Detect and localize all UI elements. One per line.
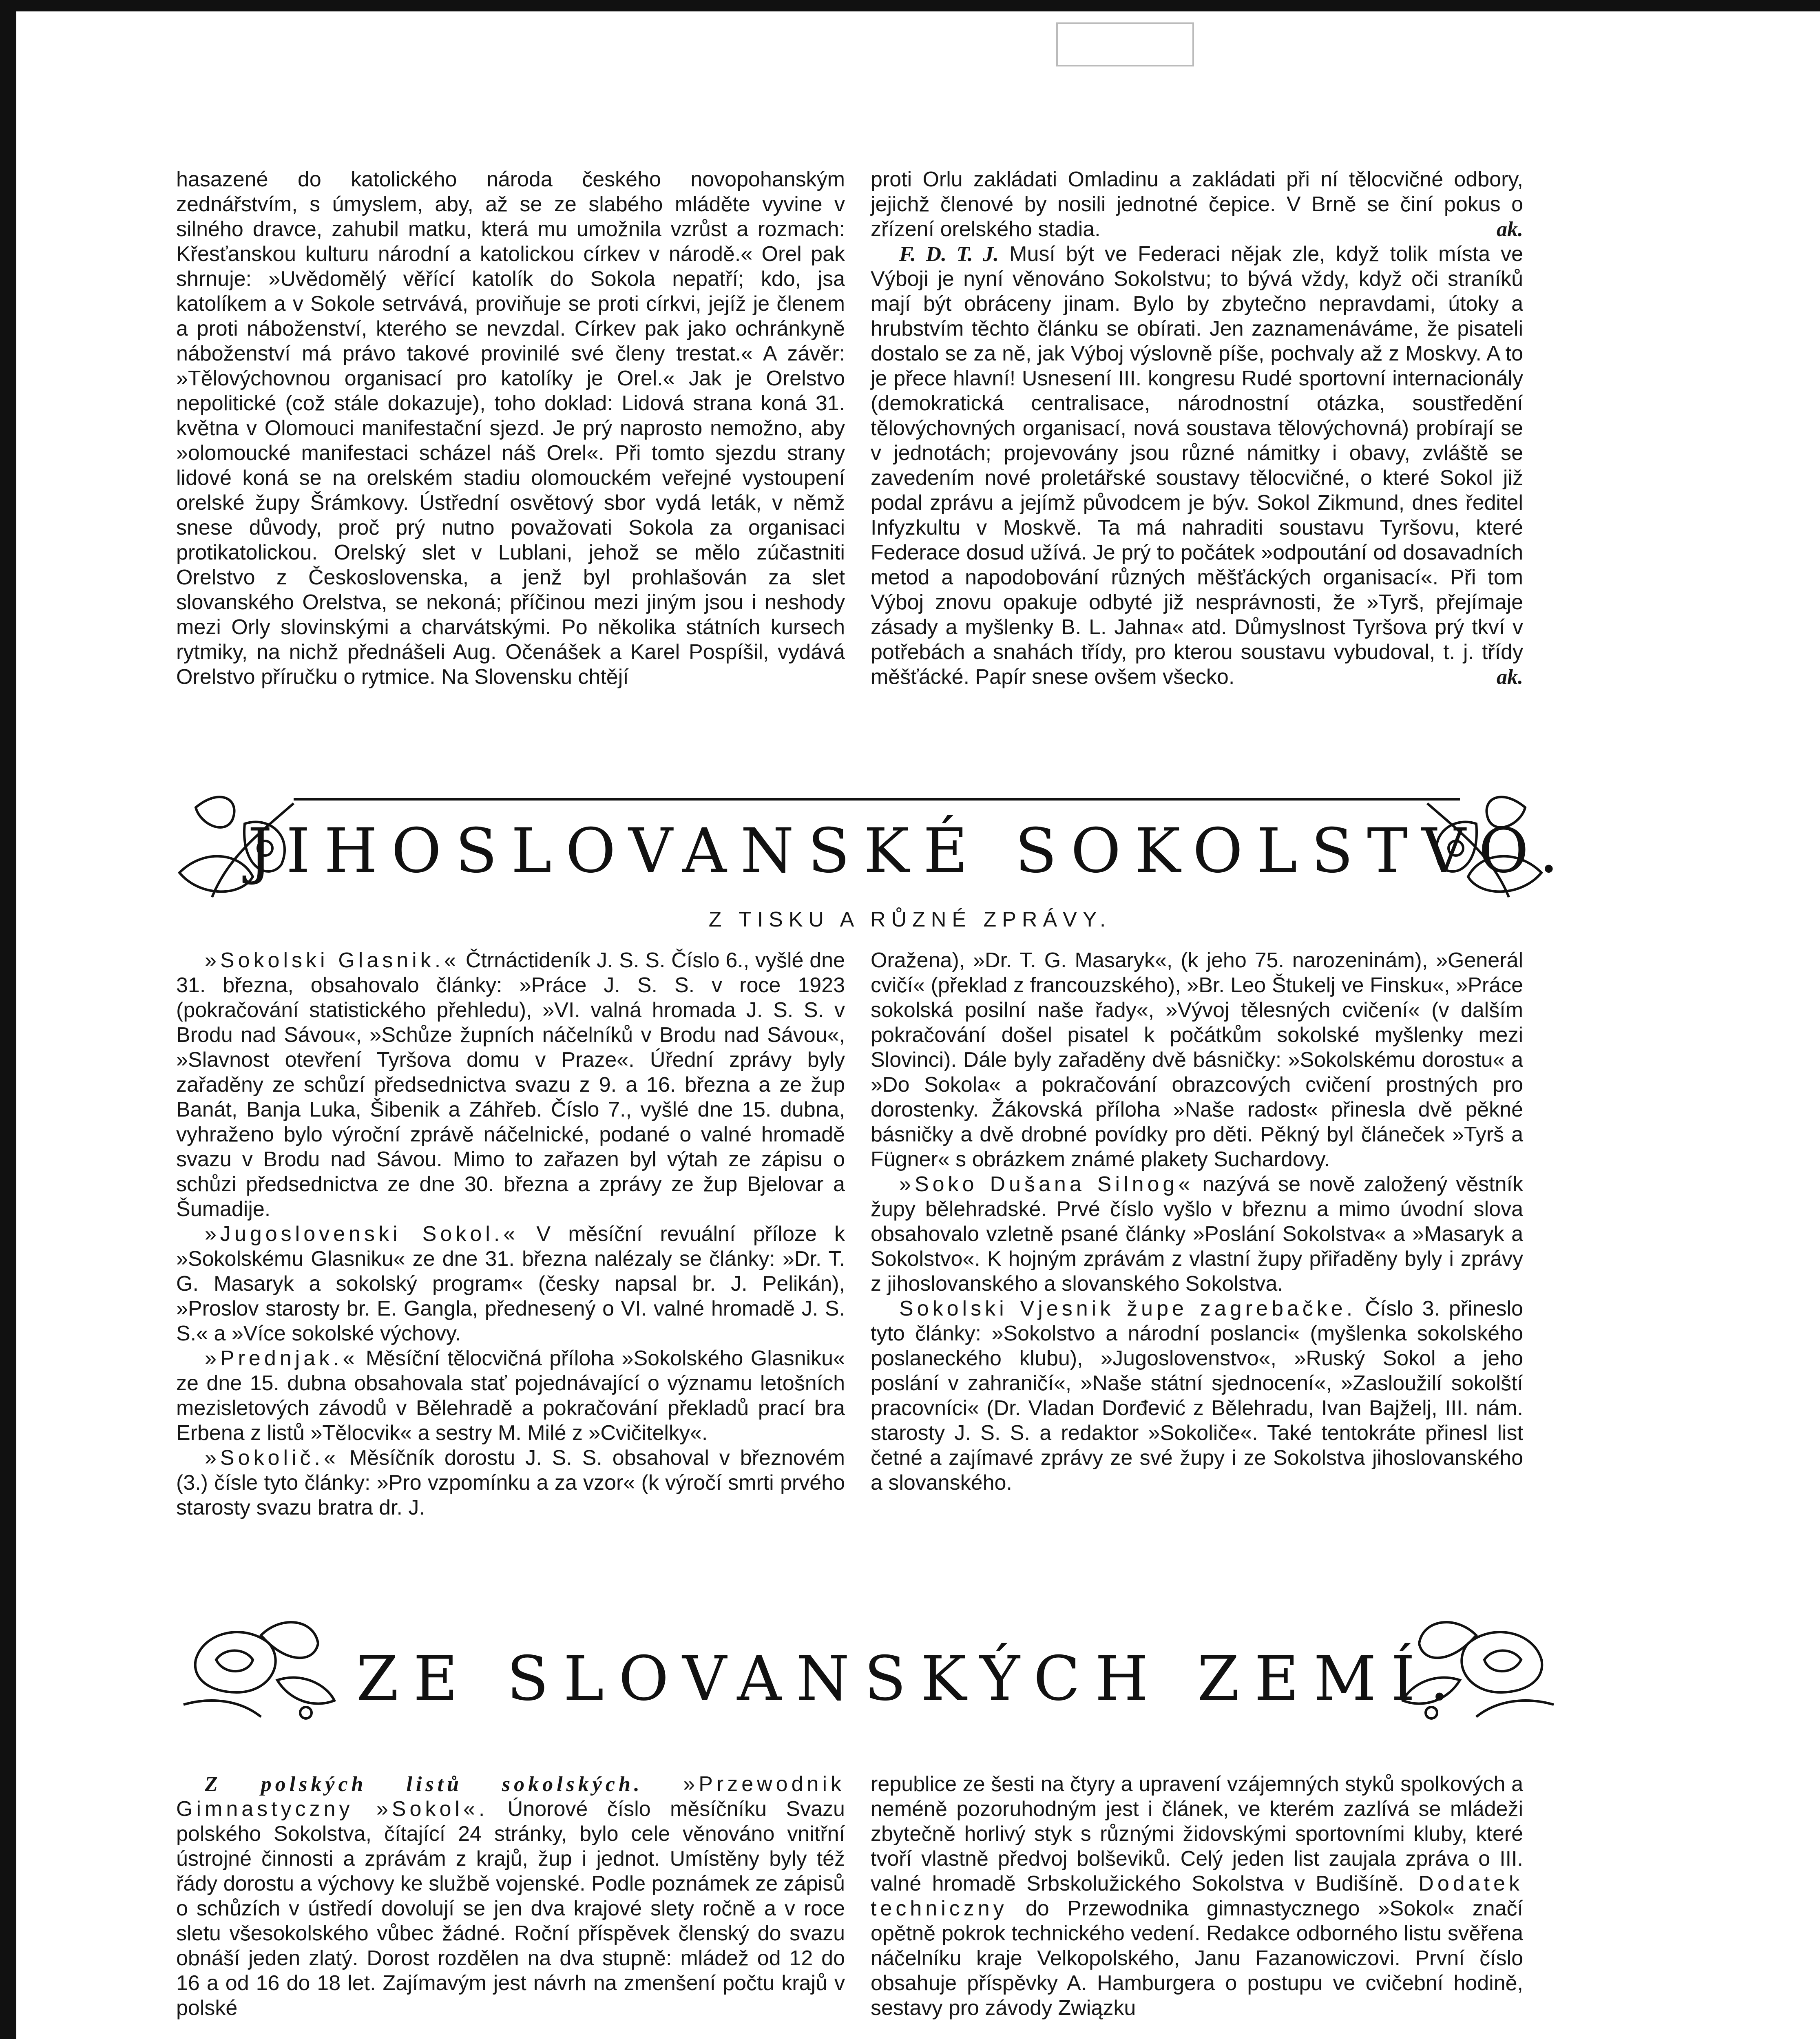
lead-text: Z polských listů sokolských. <box>205 1773 643 1796</box>
scan-edge-left <box>0 0 16 2039</box>
lead-text: »Soko Dušana Silnog« <box>899 1172 1194 1196</box>
lead-text: »Sokolič.« <box>205 1446 339 1470</box>
library-stamp <box>1056 22 1194 66</box>
paragraph: »Sokolski Glasnik.« Čtrnáctideník J. S. S. Číslo 6., vyšlé dne 31. března, obsahovalo články: »Práce J. S. S. v roce 1923 (pokračování statistického přehledu), »VI. valná hromada J. S. S. v Brodu nad Sávou«, »Schůze župních náčelníků v Brodu nad Sávou«, »Slavnost otevření Tyršova domu v Praze«. Úřední zprávy byly zařaděny ze schůzí předsednictva svazu z 9. a 16. března a ze žup Banát, Banja Luka, Šibenik a Záhřeb. Číslo 7., vyšlé dne 15. dubna, vyhraženo bylo výroční zprávě náčelnické, podané o valné hromadě svazu v Brodu nad Sávou. Mimo to zařazen byl výtah ze zápisu o schůzi předsednictva ze dne 30. března a zprávy ze žup Bjelovar a Šumadije. <box>176 949 845 1221</box>
lead-text: Dodatek techniczny <box>871 1872 1523 1920</box>
paragraph: Sokolski Vjesnik župe zagrebačke. Číslo 3. přineslo tyto články: »Sokolstvo a národní poslanci« (myšlenka sokolského poslaneckého klubu), »Jugoslovenstvo«, »Ruský Sokol a jeho poslání v zahraničí«, »Naše státní sjednocení«, »Zasloužilí sokolští pracovníci« (Dr. Vladan Dorđević z Bělehradu, Ivan Bajželj, III. nám. starosty J. S. S. a redaktor »Sokoliče«. Také tentokráte přinesl list četné a zajímavé zprávy ze své župy i ze Sokolstva jihoslovanského a slovanského. <box>871 1297 1523 1495</box>
paragraph: »Sokolič.« Měsíčník dorostu J. S. S. obsahoval v březnovém (3.) čísle tyto články: »Pro vzpomínku a za vzor« (k výročí smrti prvého starosty svazu bratra dr. J. <box>176 1446 845 1519</box>
lead-text: »Przewodnik Gimnastyczny »Sokol«. <box>176 1772 845 1821</box>
scan-edge-top <box>0 0 1820 11</box>
paragraph: hasazené do katolického národa českého novopohanským zednářstvím, s úmyslem, aby, až se ze slabého mláděte vyvine v silného dravce, zahubil matku, která mu umožnila vzrůst a rozmach: Křesťanskou kulturu národní a katolickou církev v národě.« Orel pak shrnuje: »Uvědomělý věřící katolík do Sokola nepatří; kdo, jsa katolíkem a v Sokole setrvává, proviňuje se proti církvi, jejíž je členem a proti náboženství, kterého se nevzdal. Církev pak jako ochránkyně náboženství má právo takové provinilé své členy trestat.« A závěr: »Tělovýchovnou organisací pro katolíky je Orel.« Jak je Orelstvo nepolitické (což stále dokazuje), toho doklad: Lidová strana koná 31. května v Olomouci manifestační sjezd. Je prý naprosto nemožno, aby »olomoucké manifestaci scházel náš Orel«. Při tomto sjezdu strany lidové koná se na orelském stadiu olomouckém veřejné vystoupení orelské župy Šrámkovy. Ústřední osvětový sbor vydá leták, v němž snese důvody, proč prý nutno považovati Sokola za organisaci protikatolickou. Orelský slet v Lublani, jehož se mělo zúčastniti Orelstvo z Československa, a jenž byl prohlašován za slet slovanského Orelstva, se nekoná; příčinou mezi jiným jsou i neshody mezi Orly slovinskými a charvátskými. Po několika státních kursech rytmiky, na nichž přednášeli Aug. Očenášek a Karel Pospíšil, vydává Orelstvo příručku o rytmice. Na Slovensku chtějí <box>176 168 845 689</box>
lead-text: F. D. T. J. <box>899 243 999 266</box>
signature: ak. <box>1497 218 1523 241</box>
section2-left-column <box>176 1772 845 2021</box>
paragraph: F. D. T. J. Musí být ve Federaci nějak zle, když tolik místa ve Výboji je nyní věnováno Sokolstvu; to bývá vždy, když oči straníků mají být obráceny jinam. Bylo by zbytečno nepravdami, útoky a hrubstvím těchto článku se obírati. Jen zaznamenáváme, že pisateli dostalo se za ně, jak Výboj výslovně píše, pochvaly až z Moskvy. A to je přece hlavní! Usnesení III. kongresu Rudé sportovní internacionály (demokratická centralisace, národnostní otázka, soustředění tělovýchovných organisací, nová soustava tělovýchovná) probírají se v jednotách; projevovány jsou různé námitky i obavy, zvláště se zavedením nové proletářské soustavy tělocvičné, o které Sokol již podal zprávu a jejímž původcem je býv. Sokol Zikmund, dnes ředitel Infyzkultu v Moskvě. Ta má nahraditi soustavu Tyršovu, které Federace dosud užívá. Je prý to počátek »odpoutání od dosavadních metod a napodobování různých měšťáckých organisací«. Při tom Výboj znovu opakuje odbyté již nesprávnosti, že »Tyrš, přejímaje zásady a myšlenky B. L. Jahna« atd. Důmyslnost Tyršova prý tkví v potřebách a snahách třídy, pro kterou soustavu vybudoval, t. j. třídy měšťácké. Papír snese ovšem všecko. ak. <box>871 242 1523 689</box>
lead-text: Sokolski Vjesnik župe zagrebačke. <box>899 1297 1356 1320</box>
section1-right-column <box>871 948 1523 1495</box>
section1-title: JIHOSLOVANSKÉ SOKOLSTVO. <box>248 816 1572 887</box>
paragraph: Z polských listů sokolských. »Przewodnik Gimnastyczny »Sokol«. Únorové číslo měsíčníku Svazu polského Sokolstva, čítající 24 stránky, bylo cele věnováno vnitřní ústrojné činnosti a zprávám z krajů, žup i jednot. Umístěny byly též řády dorostu a výchovy ke službě vojenské. Podle poznámek ze zápisů o schůzích v ústředí dovolují se jen dva krajové slety ročně a v roce sletu všesokolského vůbec žádné. Roční příspěvek členský do svazu obnáší jeden zlatý. Dorost rozdělen na dva stupně: mládež od 12 do 16 a od 16 do 18 let. Zajímavým jest návrh na zmenšení počtu krajů v polské <box>176 1772 845 2020</box>
paragraph: »Prednjak.« Měsíční tělocvičná příloha »Sokolského Glasniku« ze dne 15. dubna obsahovala stať pojednávající o významu letošních mezisletových závodů v Bělehradě a pokračování překladů prací bra Erbena z listů »Tělocvik« a sestry M. Milé z »Cvičitelky«. <box>176 1347 845 1445</box>
lead-text: »Sokolski Glasnik.« <box>205 949 460 972</box>
lead-text: »Prednjak.« <box>205 1347 358 1370</box>
lead-text: »Jugoslovenski Sokol.« <box>205 1222 519 1246</box>
paragraph: Oražena), »Dr. T. G. Masaryk«, (k jeho 75. narozeninám), »Generál cvičí« (překlad z francouzského), »Br. Leo Štukelj ve Finsku«, »Práce sokolská posilní naše řady«, »Vývoj tělesných cvičení« (v dalším pokračování došel pisatel k počátkům sokolské myšlenky mezi Slovinci). Dále byly zařaděny dvě básničky: »Sokolskému dorostu« a »Do Sokola« a pokračování obrazcových cvičení prostných pro dorostenky. Žákovská příloha »Naše radost« přinesla dvě pěkné básničky a dvě drobné povídky pro děti. Pěkný byl článeček »Tyrš a Fügner« s obrázkem známé plakety Suchardovy. <box>871 949 1523 1171</box>
signature: ak. <box>1497 666 1523 689</box>
section1-left-column <box>176 948 845 1520</box>
top-right-column <box>871 167 1523 690</box>
paragraph: proti Orlu zakládati Omladinu a zakládati při ní tělocvičné odbory, jejichž členové by nosili jednotné čepice. V Brně se činí pokus o zřízení orelského stadia. ak. <box>871 168 1523 241</box>
section2-title: ZE SLOVANSKÝCH ZEMÍ. <box>356 1643 1464 1714</box>
top-left-column <box>176 167 845 690</box>
paragraph: republice ze šesti na čtyry a upravení vzájemných styků spolkových a neméně pozoruhodným jest i článek, ve kterém zazlívá se mládeži zbytečně horlivý styk s různými židovskými sportovními kluby, které tvoří vlastně předvoj bolševiků. Celý jeden list zaujala zpráva o III. valné hromadě Srbskolužického Sokolstva v Budišíně. Dodatek techniczny do Przewodnika gimnastycznego »Sokol« značí opětně pokrok technického vedení. Redakce odborného listu svěřena náčelníku kraje Velkopolského, Janu Fazanowiczovi. První číslo obsahuje příspěvky A. Hamburgera o postupu ve cvičební hodině, sestavy pro závody Związku <box>871 1772 1523 2020</box>
paragraph: »Jugoslovenski Sokol.« V měsíční revuální příloze k »Sokolskému Glasniku« ze dne 31. března nalézaly se články: »Dr. T. G. Masaryk a sokolský program« (česky napsal br. J. Pelikán), »Proslov starosty br. E. Gangla, přednesený o VI. valné hromadě J. S. S.« a »Více sokolské výchovy. <box>176 1222 845 1345</box>
paragraph: »Soko Dušana Silnog« nazývá se nově založený věstník župy bělehradské. Prvé číslo vyšlo v březnu a mimo úvodní slova obsahovalo vzletně psané články »Poslání Sokolstva« a »Masaryk a Sokolstvo«. K hojným zprávám z vlastní župy přiřaděny byly i zprávy z jihoslovanského a slovanského Sokolstva. <box>871 1172 1523 1296</box>
section2-right-column <box>871 1772 1523 2021</box>
section1-subtitle: Z TISKU A RŮZNÉ ZPRÁVY. <box>708 908 1112 931</box>
